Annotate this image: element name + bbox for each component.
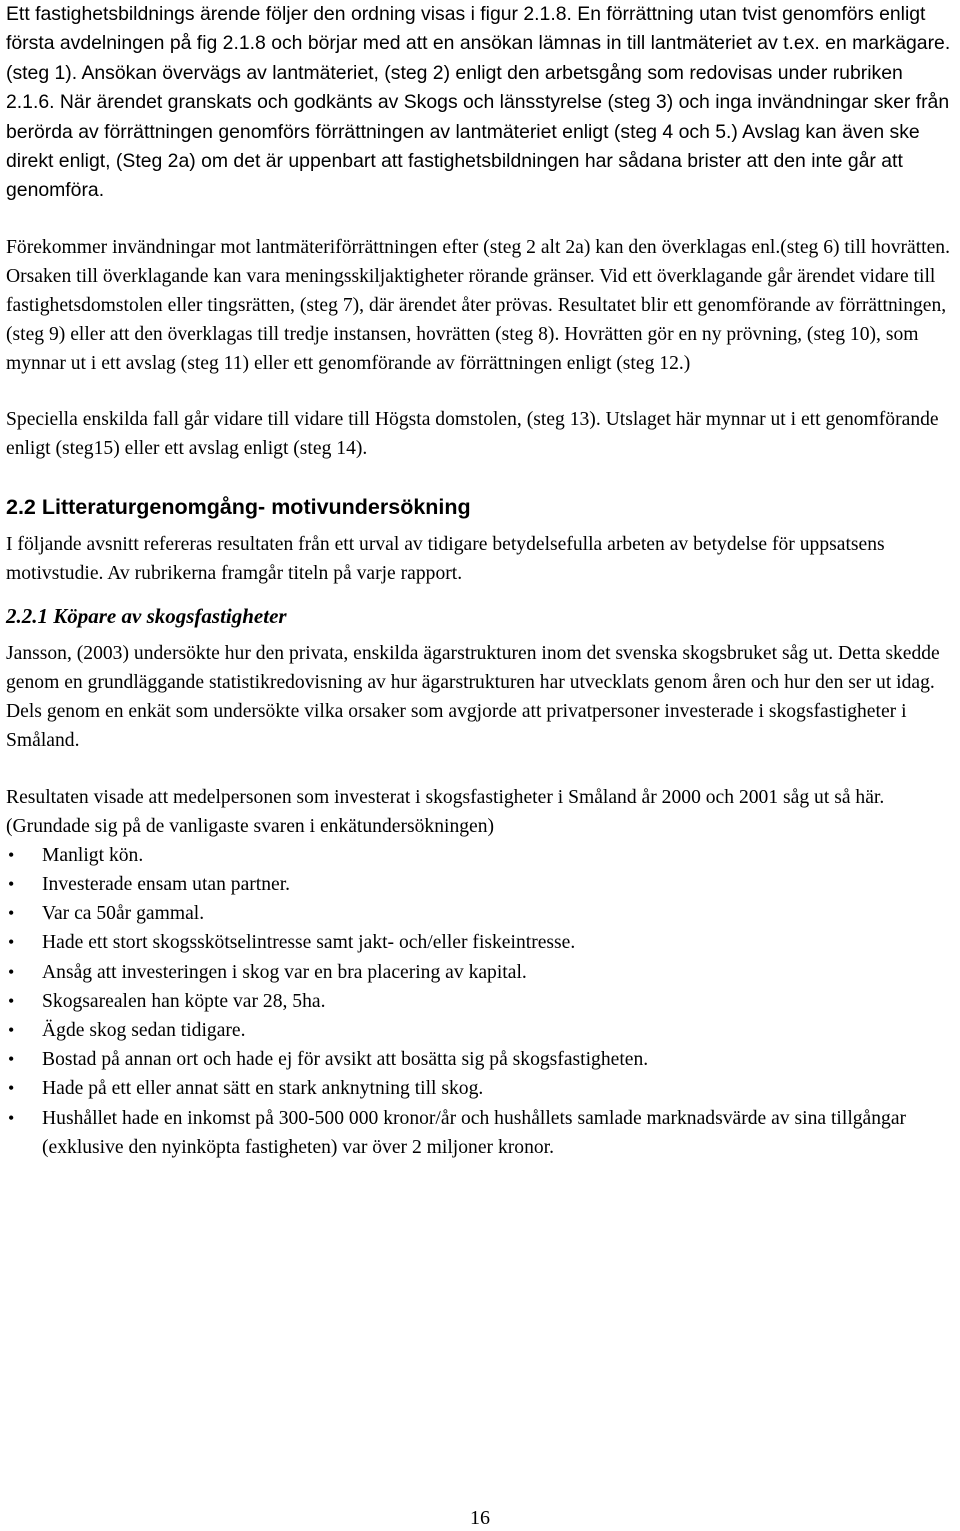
list-item: • Manligt kön. <box>6 841 956 870</box>
bullet-icon: • <box>8 1078 15 1099</box>
bullet-icon: • <box>8 1107 15 1128</box>
paragraph-supreme-court: Speciella enskilda fall går vidare till vidare till Högsta domstolen, (steg 13). Utslaget här mynnar ut i ett genomförande enligt (steg15) eller ett avslag enligt (steg 14). <box>6 408 939 459</box>
list-item: • Bostad på annan ort och hade ej för avsikt att bosätta sig på skogsfastigheten. <box>6 1045 956 1074</box>
bullet-icon: • <box>8 961 15 982</box>
heading-section-2-2: 2.2 Litteraturgenomgång- motivundersökning <box>6 494 471 519</box>
bullet-icon: • <box>8 990 15 1011</box>
paragraph-procedure-intro: Ett fastighetsbildnings ärende följer den ordning visas i figur 2.1.8. En förrättning utan tvist genomförs enligt första avdelningen på fig 2.1.8 och börjar med att en ansökan lämnas in till lantmäteriet av t.ex. en markägare.(steg 1). Ansökan övervägs av lantmäteriet, (steg 2) enligt den arbetsgång som redovisas under rubriken 2.1.6. När ärendet granskats och godkänts av Skogs och länsstyrelse (steg 3) och inga invändningar sker från berörda av förrättningen genomförs förrättningen av lantmäteriet enligt (steg 4 och 5.) Avslag kan även ske direkt enligt, (Steg 2a) om det är uppenbart att fastighetsbildningen har sådana brister att den inte går att genomföra. <box>6 3 951 202</box>
list-item: • Hade på ett eller annat sätt en stark anknytning till skog. <box>6 1074 956 1103</box>
list-item: • Skogsarealen han köpte var 28, 5ha. <box>6 987 956 1016</box>
bullet-icon: • <box>8 1049 15 1070</box>
list-item: • Ägde skog sedan tidigare. <box>6 1016 956 1045</box>
bullet-list-buyer-profile <box>6 841 956 1162</box>
paragraph-results-intro: Resultaten visade att medelpersonen som investerat i skogsfastigheter i Småland år 2000 och 2001 såg ut så här. (Grundade sig på de vanligaste svaren i enkätundersökningen) <box>6 786 885 837</box>
list-item: • Investerade ensam utan partner. <box>6 870 956 899</box>
paragraph-appeal-process: Förekommer invändningar mot lantmäteriförrättningen efter (steg 2 alt 2a) kan den överklagas enl.(steg 6) till hovrätten. Orsaken till överklagande kan vara meningsskiljaktigheter rörande gränser. Vid ett överklagande går ärendet vidare till fastighetsdomstolen eller tingsrätten, (steg 7), där ärendet åter prövas. Resultatet blir ett genomförande av förrättningen, (steg 9) eller att den överklagas till tredje instansen, hovrätten (steg 8). Hovrätten gör en ny prövning, (steg 10), som mynnar ut i ett avslag (steg 11) eller ett genomförande av förrättningen enligt (steg 12.) <box>6 236 951 374</box>
bullet-icon: • <box>8 1020 15 1041</box>
bullet-icon: • <box>8 844 15 865</box>
bullet-icon: • <box>8 932 15 953</box>
paragraph-jansson-study: Jansson, (2003) undersökte hur den privata, enskilda ägarstrukturen inom det svenska skogsbruket såg ut. Detta skedde genom en grundläggande statistikredovisning av hur ägarstrukturen har utvecklats genom åren och hur den ser ut idag. Dels genom en enkät som undersökte vilka orsaker som avgjorde att privatpersoner investerade i skogsfastigheter i Småland. <box>6 642 940 751</box>
bullet-icon: • <box>8 874 15 895</box>
bullet-icon: • <box>8 903 15 924</box>
document-page <box>6 0 956 1162</box>
list-item: • Hushållet hade en inkomst på 300-500 000 kronor/år och hushållets samlade marknadsvärde av sina tillgångar (exklusive den nyinköpta fastigheten) var över 2 miljoner kronor. <box>6 1104 956 1162</box>
paragraph-literature-intro: I följande avsnitt refereras resultaten från ett urval av tidigare betydelsefulla arbeten av betydelse för uppsatsens motivstudie. Av rubrikerna framgår titeln på varje rapport. <box>6 533 885 584</box>
heading-section-2-2-1: 2.2.1 Köpare av skogsfastigheter <box>6 603 287 628</box>
list-item: • Hade ett stort skogsskötselintresse samt jakt- och/eller fiskeintresse. <box>6 928 956 957</box>
list-item: • Ansåg att investeringen i skog var en bra placering av kapital. <box>6 958 956 987</box>
page-number: 16 <box>470 1507 490 1529</box>
list-item: • Var ca 50år gammal. <box>6 899 956 928</box>
